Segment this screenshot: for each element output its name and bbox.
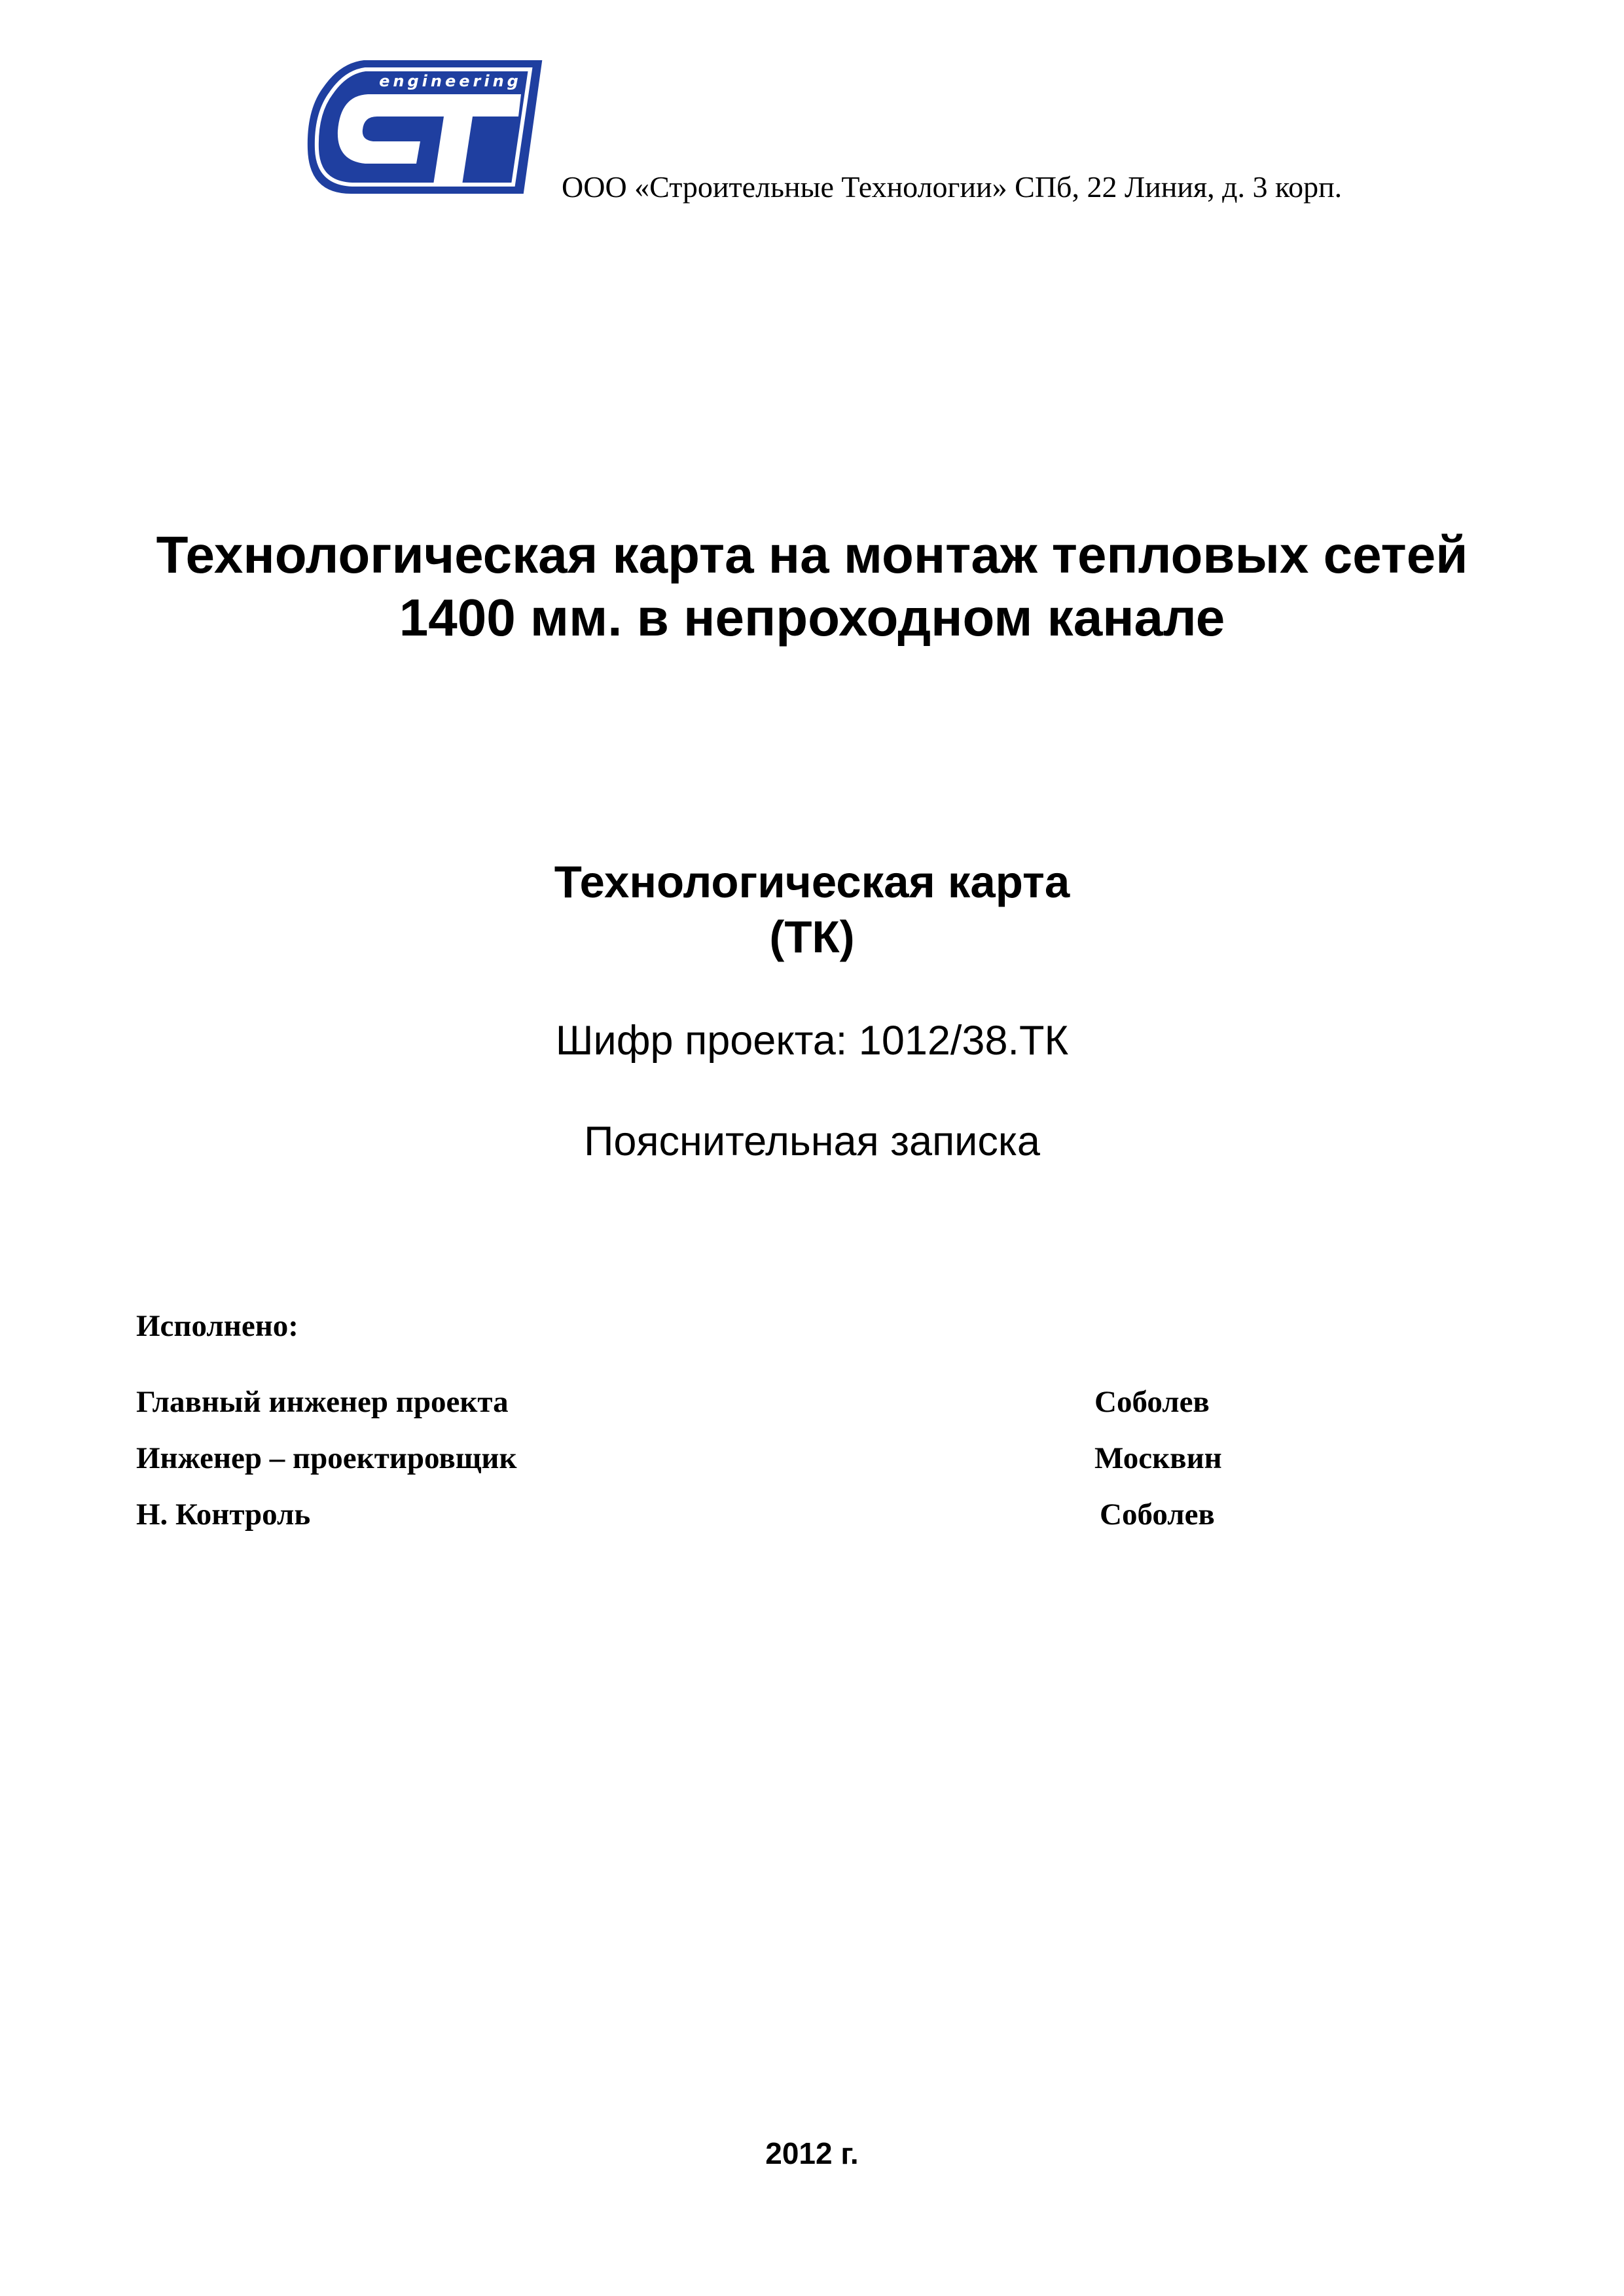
signatory-name-1: Соболев [1094, 1385, 1210, 1419]
signatory-role-3: Н. Контроль [136, 1498, 311, 1532]
document-title-line-2: 1400 мм. в непроходном канале [399, 588, 1225, 647]
explanatory-note-label: Пояснительная записка [584, 1119, 1040, 1164]
document-type-line-1: Технологическая карта [554, 857, 1070, 907]
company-address: ООО «Строительные Технологии» СПб, 22 Линия, д. 3 корп. [562, 170, 1343, 204]
ct-logo-icon [305, 58, 545, 196]
signatory-name-2: Москвин [1094, 1441, 1222, 1475]
document-title-line-1: Технологическая карта на монтаж тепловых сетей [156, 526, 1468, 584]
project-cipher: Шифр проекта: 1012/38.ТК [555, 1018, 1069, 1064]
signatory-name-3: Соболев [1100, 1498, 1215, 1532]
document-type-line-2: (ТК) [769, 912, 855, 962]
document-type [0, 855, 1624, 965]
document-title [0, 524, 1624, 649]
executed-label: Исполнено: [136, 1309, 298, 1343]
company-logo [305, 58, 545, 196]
signatory-role-1: Главный инженер проекта [136, 1385, 509, 1419]
logo-text: engineering [379, 72, 522, 90]
document-year: 2012 г. [765, 2136, 859, 2170]
signatory-role-2: Инженер – проектировщик [136, 1441, 517, 1475]
